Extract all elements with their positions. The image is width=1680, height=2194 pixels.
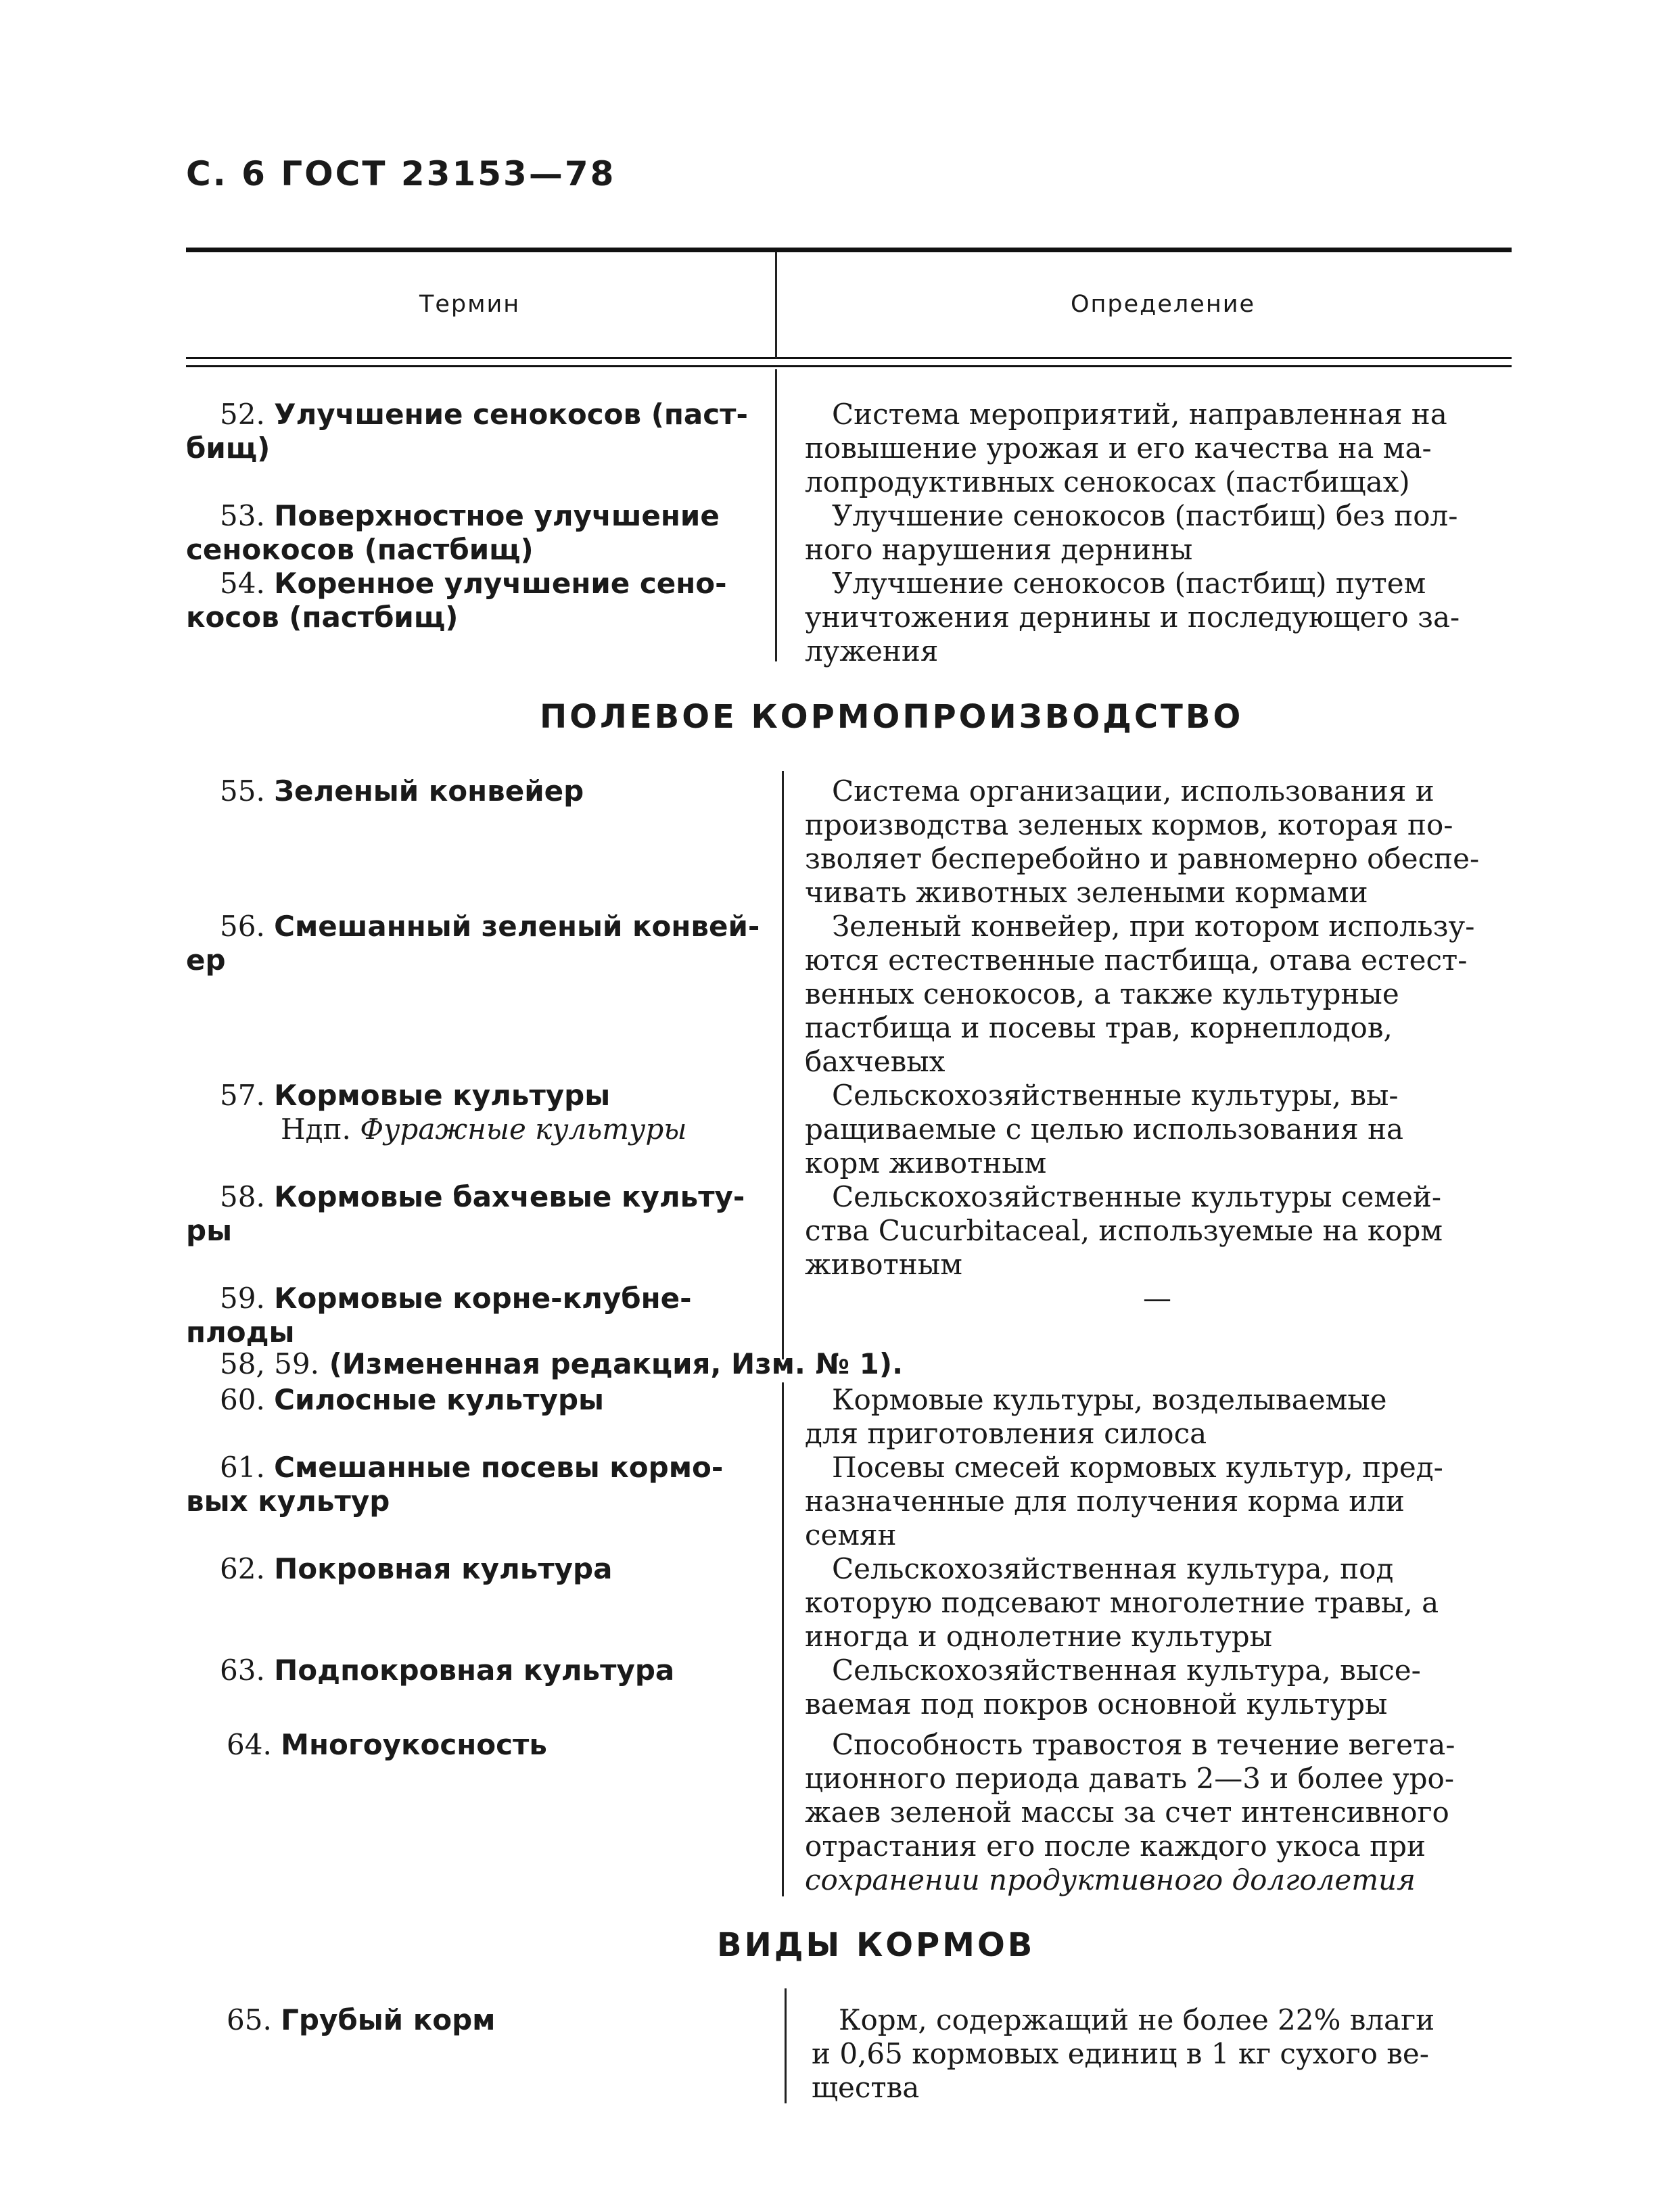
definition-text — [812, 2003, 1434, 2105]
term-text: ры — [186, 1214, 233, 1247]
term-number: 58. — [220, 1180, 265, 1213]
definition-line: Сельскохозяйственная культура, под — [832, 1552, 1394, 1585]
term-text: Поверхностное улучшение — [274, 499, 720, 532]
term-entry — [186, 910, 760, 977]
definition-line: — — [1143, 1282, 1171, 1315]
column-header-definition: Определение — [1071, 291, 1255, 318]
term-number: 60. — [220, 1383, 265, 1416]
definition-line: ционного периода давать 2—3 и более уро- — [805, 1762, 1455, 1795]
definition-line: ются естественные пастбища, отава естест- — [805, 943, 1468, 977]
column-divider — [785, 1988, 787, 2103]
definition-line: ваемая под покров основной культуры — [805, 1687, 1388, 1721]
definition-line: ства Cucurbitaceal, используемые на корм — [805, 1214, 1443, 1247]
term-text: Кормовые культуры — [274, 1079, 611, 1112]
term-text: вых культур — [186, 1485, 390, 1518]
term-text: Кормовые бахчевые культу- — [274, 1180, 745, 1213]
term-text: сенокосов (пастбищ) — [186, 533, 534, 566]
term-text: Коренное улучшение сено- — [274, 567, 727, 600]
amendment-numbers: 58, 59. — [220, 1347, 319, 1380]
term-entry — [186, 398, 748, 465]
definition-line: зволяет бесперебойно и равномерно обеспе- — [805, 842, 1480, 875]
definition-line: жаев зеленой массы за счет интенсивного — [805, 1796, 1449, 1829]
definition-text — [805, 1654, 1421, 1721]
term-number: 61. — [220, 1451, 265, 1484]
definition-line: пастбища и посевы трав, корнеплодов, — [805, 1011, 1393, 1044]
definition-text — [805, 774, 1479, 910]
term-text: косов (пастбищ) — [186, 601, 459, 634]
definition-text — [805, 1552, 1439, 1654]
definition-line: животным — [805, 1248, 962, 1281]
definition-line: ного нарушения дернины — [805, 533, 1193, 566]
term-text: Улучшение сенокосов (паст- — [274, 398, 748, 431]
definition-line: повышение урожая и его качества на ма- — [805, 431, 1432, 465]
header-rule-lower — [186, 365, 1512, 367]
definition-line: венных сенокосов, а также культурные — [805, 977, 1399, 1010]
definition-line: чивать животных зелеными кормами — [805, 876, 1368, 909]
term-entry — [186, 1079, 687, 1146]
definition-line: лопродуктивных сенокосах (пастбищах) — [805, 465, 1410, 498]
definition-line: которую подсевают многолетние травы, а — [805, 1586, 1439, 1619]
definition-text — [805, 1180, 1443, 1282]
section-title: ВИДЫ КОРМОВ — [717, 1926, 1035, 1964]
term-number: 59. — [220, 1282, 265, 1315]
term-number: 62. — [220, 1552, 265, 1585]
term-number: 56. — [220, 910, 265, 943]
term-number: 63. — [220, 1654, 265, 1687]
term-text: Подпокровная культура — [274, 1654, 675, 1687]
definition-text — [805, 1728, 1455, 1897]
term-text: Зеленый конвейер — [274, 774, 584, 808]
definition-text — [805, 567, 1460, 668]
term-entry — [186, 1282, 692, 1349]
term-entry — [186, 1654, 674, 1687]
term-entry — [186, 774, 584, 808]
term-text: Покровная культура — [274, 1552, 613, 1585]
definition-line: ращиваемые с целью использования на — [805, 1113, 1404, 1146]
definition-line: производства зеленых кормов, которая по- — [805, 808, 1453, 841]
definition-line: сохранении продуктивного долголетия — [805, 1863, 1416, 1896]
term-text: ер — [186, 943, 226, 977]
table-top-rule — [186, 248, 1512, 252]
definition-line: назначенные для получения корма или — [805, 1485, 1405, 1518]
definition-line: семян — [805, 1518, 897, 1551]
column-divider — [775, 252, 777, 358]
amendment-note — [220, 1347, 903, 1381]
definition-line: Зеленый конвейер, при котором использу- — [832, 910, 1475, 943]
column-divider — [782, 1382, 784, 1896]
term-entry — [186, 499, 720, 567]
definition-line: и 0,65 кормовых единиц в 1 кг сухого ве- — [812, 2037, 1429, 2070]
term-entry — [186, 567, 727, 634]
definition-line: корм животным — [805, 1146, 1047, 1180]
definition-line: уничтожения дернины и последующего за- — [805, 601, 1460, 634]
term-number: 57. — [220, 1079, 265, 1112]
term-entry — [186, 2003, 495, 2037]
definition-text — [805, 1079, 1403, 1180]
term-text: Смешанные посевы кормо- — [274, 1451, 724, 1484]
term-number: 52. — [220, 398, 265, 431]
term-entry — [186, 1451, 723, 1518]
term-number: 64. — [227, 1728, 272, 1761]
term-text: Кормовые корне-клубне- — [274, 1282, 692, 1315]
term-text: Грубый корм — [281, 2003, 496, 2036]
definition-line: для приготовления силоса — [805, 1417, 1207, 1450]
term-text: бищ) — [186, 431, 271, 465]
definition-text — [805, 910, 1474, 1079]
term-number: 65. — [227, 2003, 272, 2036]
amendment-text: (Измененная редакция, Изм. № 1). — [329, 1347, 904, 1380]
definition-text — [805, 499, 1457, 567]
definition-line: Способность травостоя в течение вегета- — [832, 1728, 1455, 1761]
term-text: плоды — [186, 1315, 295, 1349]
column-divider — [775, 369, 777, 661]
definition-line: отрастания его после каждого укоса при — [805, 1829, 1426, 1863]
term-entry — [186, 1728, 547, 1762]
definition-line: лужения — [805, 634, 939, 668]
definition-line: Сельскохозяйственные культуры семей- — [832, 1180, 1442, 1213]
definition-line: Кормовые культуры, возделываемые — [832, 1383, 1387, 1416]
header-rule-upper — [186, 357, 1512, 359]
term-text: Силосные культуры — [274, 1383, 604, 1416]
definition-text — [805, 1451, 1443, 1552]
definition-line: Сельскохозяйственная культура, высе- — [832, 1654, 1421, 1687]
definition-text — [1143, 1282, 1171, 1315]
definition-line: Посевы смесей кормовых культур, пред- — [832, 1451, 1443, 1484]
term-text: Смешанный зеленый конвей- — [274, 910, 760, 943]
definition-text — [805, 1383, 1387, 1451]
term-number: 54. — [220, 567, 265, 600]
definition-line: щества — [812, 2071, 920, 2104]
definition-line: иногда и однолетние культуры — [805, 1620, 1273, 1653]
definition-line: Система организации, использования и — [832, 774, 1434, 808]
term-entry — [186, 1552, 612, 1586]
term-number: 55. — [220, 774, 265, 808]
definition-line: Система мероприятий, направленная на — [832, 398, 1447, 431]
definition-line: Улучшение сенокосов (пастбищ) путем — [832, 567, 1426, 600]
term-text: Многоукосность — [281, 1728, 547, 1761]
definition-line: Улучшение сенокосов (пастбищ) без пол- — [832, 499, 1458, 532]
definition-line: бахчевых — [805, 1045, 946, 1078]
ndp-label: Ндп. — [281, 1113, 351, 1146]
page-header: С. 6 ГОСТ 23153—78 — [186, 154, 616, 193]
term-number: 53. — [220, 499, 265, 532]
ndp-term: Фуражные культуры — [360, 1113, 687, 1146]
term-entry — [186, 1383, 604, 1417]
definition-text — [805, 398, 1447, 499]
section-title: ПОЛЕВОЕ КОРМОПРОИЗВОДСТВО — [540, 698, 1244, 736]
definition-line: Сельскохозяйственные культуры, вы- — [832, 1079, 1399, 1112]
definition-line: Корм, содержащий не более 22% влаги — [839, 2003, 1435, 2036]
term-entry — [186, 1180, 745, 1248]
column-divider — [782, 771, 784, 1359]
column-header-terms: Термин — [419, 291, 521, 318]
